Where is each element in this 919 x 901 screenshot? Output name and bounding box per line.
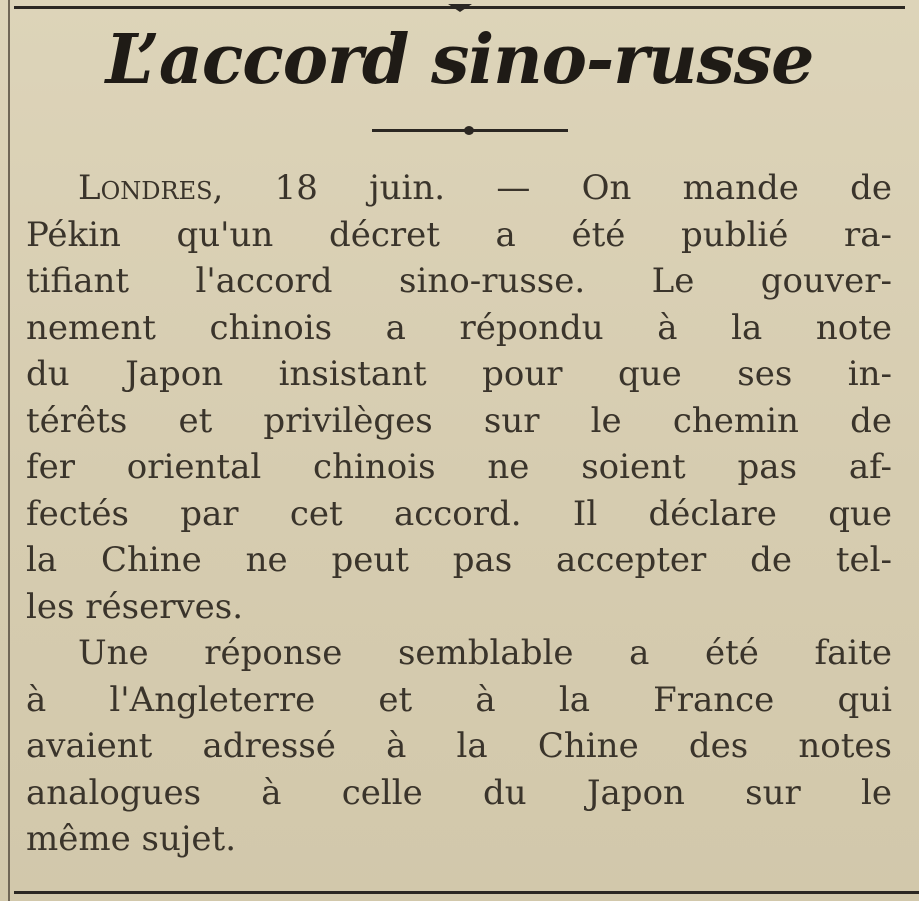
headline-ornament — [372, 126, 568, 136]
paragraph-2-line: analogues à celle du Japon sur le — [26, 772, 892, 813]
paragraph-1 — [26, 165, 892, 630]
paragraph-2-line: à l'Angleterre et à la France qui — [26, 679, 892, 720]
paragraph-1-line: fer oriental chinois ne soient pas af- — [26, 447, 892, 487]
paragraph-1-line: térêts et privilèges sur le chemin de — [26, 400, 892, 441]
paragraph-1-line: les réserves. — [26, 586, 244, 627]
paragraph-1-line: du Japon insistant pour que ses in- — [26, 354, 892, 394]
paragraph-1-line-text: On mande de — [530, 168, 893, 208]
paragraph-1-line: nement chinois a répondu à la note — [26, 307, 892, 348]
paragraph-2-line: Une réponse semblable a été faite — [78, 633, 892, 673]
ornament-dot — [464, 126, 474, 135]
paragraph-1-line: Pékin qu'un décret a été publié ra- — [26, 214, 892, 255]
paragraph-1-line: fectés par cet accord. Il déclare que — [26, 493, 892, 534]
dateline-date: , 18 juin. — — [212, 168, 531, 208]
paragraph-1-line: tifiant l'accord sino-russe. Le gouver- — [26, 261, 892, 301]
bottom-rule — [14, 891, 919, 894]
paragraph-1-line — [26, 165, 892, 212]
left-column-rule — [8, 0, 10, 901]
dateline-city: Londres — [78, 168, 213, 208]
paragraph-2-line: même sujet. — [26, 819, 237, 859]
headline: L’accord sino-russe — [105, 20, 814, 100]
paragraph-1-line: la Chine ne peut pas accepter de tel- — [26, 540, 892, 580]
paragraph-2-line: avaient adressé à la Chine des notes — [26, 726, 892, 766]
paragraph-2 — [26, 630, 892, 863]
